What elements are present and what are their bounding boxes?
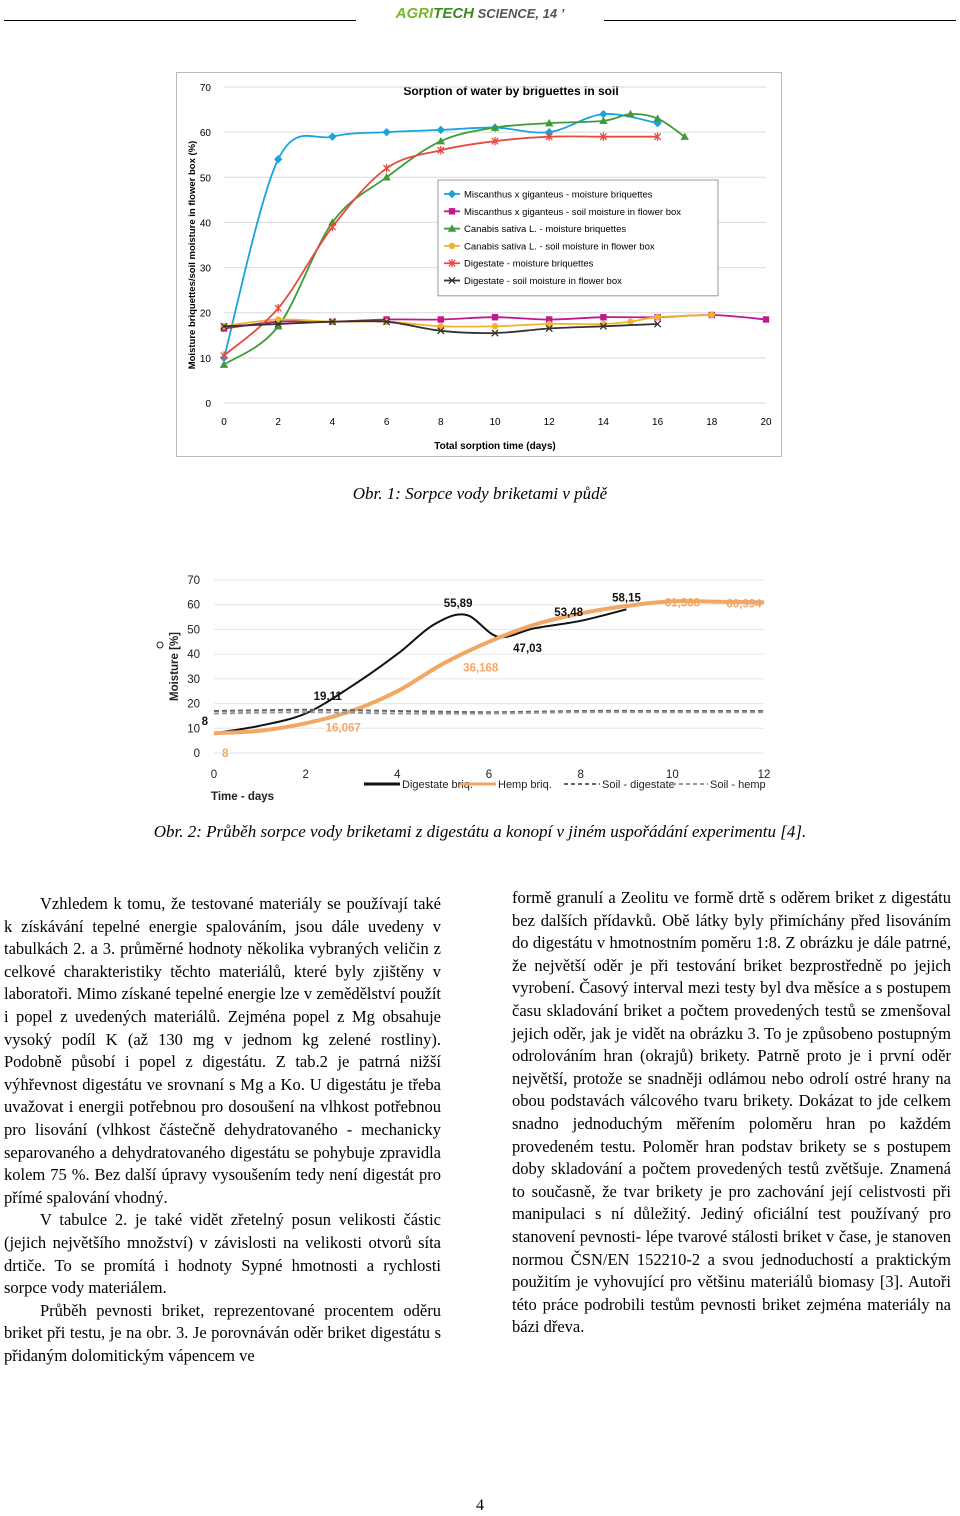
brand-agri: AGRI xyxy=(395,5,434,22)
x-tick-label: 4 xyxy=(329,417,336,428)
y-tick-label: 30 xyxy=(199,263,211,275)
x-tick-label: 4 xyxy=(394,769,401,781)
chart-background xyxy=(150,560,802,815)
data-point xyxy=(438,316,444,322)
y-axis-label: Moisture [%] xyxy=(169,632,181,701)
y-tick-label: 20 xyxy=(199,308,211,320)
x-tick-label: 16 xyxy=(652,417,664,428)
y-tick-label: 60 xyxy=(199,128,211,140)
legend-label: Miscanthus x giganteus - soil moisture in flower box xyxy=(464,206,682,218)
data-point xyxy=(492,314,498,320)
data-label: 53,48 xyxy=(554,606,584,619)
brand-science: SCIENCE, 14 ’ xyxy=(474,6,565,21)
x-tick-label: 8 xyxy=(438,417,444,428)
x-tick-label: 2 xyxy=(275,417,281,428)
data-label: 58,15 xyxy=(612,592,641,605)
y-tick-label: 50 xyxy=(187,624,200,637)
figure1-chart xyxy=(176,72,782,457)
data-label: 60,994 xyxy=(726,598,762,611)
y-tick-label: 70 xyxy=(199,83,211,94)
text-column-left xyxy=(4,893,441,1367)
y-tick-label: 20 xyxy=(187,698,200,711)
data-label: 16,067 xyxy=(325,722,361,735)
paragraph: formě granulí a Zeolitu ve formě drtě s oděrem briket z digestátu bez dalších přídavků. Obě látky byly přimíchány před lisováním do digestátu v hmotnostním poměru 1:8. Z obrázku je dále patrné, že největší oděr je při testování briket bezprostředně po jejich vyrobení. Časový interval mezi testy byl dva měsíce a s postupem času skladování briket a počtem provedených testů se zmenšoval jejich oděr, jak je vidět na obrázku 3. To je způsobeno postupným odrolováním hran (okrajů) brikety. Patrně proto je i první oděr největší, protože se snadněji odlámou nebo odrolí ostré hrany na obou podstavách válcového tvaru brikety. Dokázat to jde celkem snadno jednoduchým měřením poloměru hran po každém provedeném testu. Poloměr hran podstav brikety se s postupem doby skladování a počtem provedených testů zvětšuje. Znamená to současně, že tvar brikety je pro zachování její celistvosti při manipulaci s ní důležitý. Jediný oficiální test používaný pro stanovení pevnosti- lépe tvarové stálosti briket v čase, je stanoven normou ČSN/EN 152210-2 a svou jednoduchostí a praktickým použitím je vyhovující pro většinu materiálů biomasy [3]. Autoři této práce podrobili testům pevnosti briket zejména materiály na bázi dřeva. xyxy=(512,888,951,1337)
legend-label: Miscanthus x giganteus - moisture briquettes xyxy=(464,189,653,201)
x-tick-label: 10 xyxy=(489,417,501,428)
x-tick-label: 20 xyxy=(760,417,772,428)
data-label: 19,11 xyxy=(313,690,342,703)
x-tick-label: 0 xyxy=(221,417,227,428)
data-point xyxy=(627,319,633,325)
y-tick-label: 60 xyxy=(187,599,200,612)
x-tick-label: 18 xyxy=(706,417,718,428)
journal-header xyxy=(0,5,960,22)
x-tick-label: 6 xyxy=(383,417,390,428)
data-point xyxy=(654,314,660,320)
y-tick-label: 40 xyxy=(187,649,200,662)
x-axis-label: Time - days xyxy=(211,791,275,803)
x-axis-label: Total sorption time (days) xyxy=(434,441,556,452)
data-label: 36,168 xyxy=(463,662,499,675)
text-column-right xyxy=(512,887,951,1339)
data-point xyxy=(600,314,606,320)
legend-label: Digestate briq. xyxy=(402,779,473,791)
y-tick-label: 10 xyxy=(199,353,211,365)
x-tick-label: 2 xyxy=(302,769,309,781)
figure2-chart xyxy=(150,560,802,815)
chart-title: Sorption of water by briguettes in soil xyxy=(403,84,619,98)
y-tick-label: 0 xyxy=(205,399,211,410)
legend-label: Soil - hemp xyxy=(710,779,766,791)
data-label: 47,03 xyxy=(513,642,542,655)
x-tick-label: 10 xyxy=(665,769,679,781)
data-label: 8 xyxy=(222,748,229,761)
x-tick-label: 8 xyxy=(577,769,584,781)
legend-label: Canabis sativa L. - moisture briquettes xyxy=(464,224,627,236)
y-tick-label: 50 xyxy=(199,173,211,185)
legend-label: Digestate - soil moisture in flower box xyxy=(464,276,622,287)
legend-label: Soil - digestate xyxy=(602,779,675,791)
data-point xyxy=(449,208,455,214)
x-tick-label: 12 xyxy=(757,769,771,781)
data-point xyxy=(763,316,769,322)
data-label: 61,368 xyxy=(664,597,700,610)
y-tick-label: 40 xyxy=(199,218,211,230)
x-tick-label: 0 xyxy=(210,769,218,781)
legend-label: Digestate - moisture briquettes xyxy=(464,258,594,270)
x-tick-label: 6 xyxy=(485,769,493,781)
y-tick-label: 10 xyxy=(187,723,200,736)
y-tick-label: 30 xyxy=(187,673,200,686)
data-label: 8 xyxy=(201,716,208,729)
data-point xyxy=(492,323,498,329)
figure2-caption: Obr. 2: Průběh sorpce vody briketami z digestátu a konopí v jiném uspořádání experimentu [4]. xyxy=(153,822,807,841)
legend-label: Hemp briq. xyxy=(498,779,552,791)
paragraph: Průběh pevnosti briket, reprezentované procentem oděru briket při testu, je na obr. 3. Je porovnáván oděr briket digestátu s přidaným dolomitickým vápencem ve xyxy=(4,1300,441,1365)
legend-label: Canabis sativa L. - soil moisture in flower box xyxy=(464,241,655,253)
y-tick-label: 70 xyxy=(187,575,200,587)
data-point xyxy=(449,243,455,249)
data-point xyxy=(709,312,715,318)
y-tick-label: 0 xyxy=(193,748,200,760)
x-tick-label: 14 xyxy=(597,417,609,428)
y-axis-label: Moisture briquettes/soil moisture in flower box (%) xyxy=(187,140,198,370)
page-number: 4 xyxy=(476,1497,484,1514)
paragraph: Vzhledem k tomu, že testované materiály se používají také k získávání tepelné energie spalováním, jsou dále uvedeny v tabulkách 2. a 3. průměrné hodnoty několika vybraných veličin z celkové charakteristiky těchto materiálů, které byly zjištěny v laboratoři. Mimo získané tepelné energie lze v zemědělství použít i popel z uvedených materiálů. Zejména popel z Mg obsahuje vysoký podíl K (až 130 mg v jednom kg zelené rostliny). Podobně působí i popel z digestátu. Z tab.2 je patrná nižší výhřevnost digestátu ve srovnaní s Mg a Ko. U digestátu je třeba uvažovat i energii potřebnou pro dosoušení na vlhkost potřebnou pro lisování (vlhkost částečně dehydratovaného - mechanicky separovaného a dehydratovaného digestátu se pohybuje zpravidla kolem 75 %. Bez další úpravy vysoušením tedy není digestát pro přímé spalování vhodný. xyxy=(4,894,441,1207)
x-tick-label: 12 xyxy=(543,417,555,428)
paragraph: V tabulce 2. je také vidět zřetelný posun velikosti částic (jejich největšího množství) v závislosti na velikosti otvorů síta drtiče. To se promítá i hodnoty Sypné hmotnosti a rychlosti sorpce vody materiálem. xyxy=(4,1210,441,1298)
data-label: 55,89 xyxy=(443,597,473,610)
brand-tech: TECH xyxy=(433,5,475,22)
figure1-caption: Obr. 1: Sorpce vody briketami v půdě xyxy=(352,484,608,503)
